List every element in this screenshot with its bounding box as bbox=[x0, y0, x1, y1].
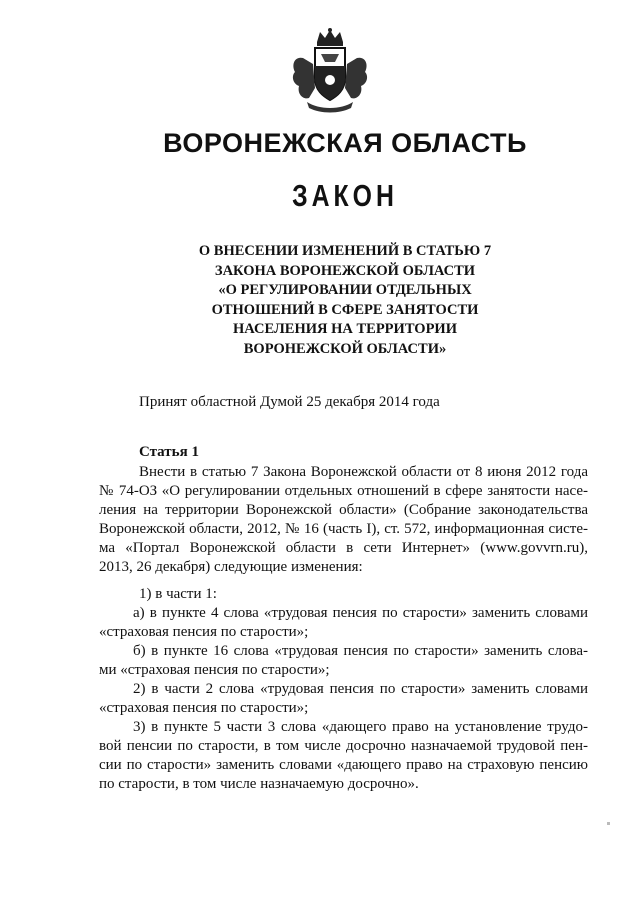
law-subject-line: О ВНЕСЕНИИ ИЗМЕНЕНИЙ В СТАТЬЮ 7 bbox=[198, 243, 492, 259]
list-item-line: «страховая пенсия по старости»; bbox=[99, 700, 309, 716]
list-item-line: вой пенсии по старости, в том числе досрочно назначаемой трудовой пен- bbox=[99, 738, 588, 754]
law-subject-line: «О РЕГУЛИРОВАНИИ ОТДЕЛЬНЫХ bbox=[218, 282, 472, 298]
law-subject-line: НАСЕЛЕНИЯ НА ТЕРРИТОРИИ bbox=[233, 321, 457, 337]
list-item-line: 3) в пункте 5 части 3 слова «дающего право на установление трудо- bbox=[133, 719, 588, 735]
scan-artifact-dot bbox=[607, 822, 610, 825]
adoption-date-text: Принят областной Думой 25 декабря 2014 года bbox=[139, 394, 440, 410]
article-heading: Статья 1 bbox=[139, 444, 199, 460]
law-subject-title bbox=[160, 242, 530, 359]
paragraph-line: Воронежской области, 2012, № 16 (часть I), ст. 572, информационная систе- bbox=[99, 521, 588, 537]
paragraph-line: ления на территории Воронежской области» (Собрание законодательства bbox=[99, 502, 588, 518]
voronezh-coat-of-arms-icon bbox=[285, 28, 375, 116]
region-title: ВОРОНЕЖСКАЯ ОБЛАСТЬ bbox=[163, 128, 527, 158]
list-item-line: ми «страховая пенсия по старости»; bbox=[99, 662, 330, 678]
list-item-line: «страховая пенсия по старости»; bbox=[99, 624, 309, 640]
paragraph-line: Внести в статью 7 Закона Воронежской области от 8 июня 2012 года bbox=[139, 464, 588, 480]
list-item-line: а) в пункте 4 слова «трудовая пенсия по старости» заменить словами bbox=[133, 605, 588, 621]
law-subject-line: ЗАКОНА ВОРОНЕЖСКОЙ ОБЛАСТИ bbox=[214, 262, 476, 279]
list-item-line: 2) в части 2 слова «трудовая пенсия по старости» заменить словами bbox=[133, 681, 588, 697]
list-item-line: сии по старости» заменить словами «дающего право на страховую пенсию bbox=[99, 757, 588, 773]
law-subject-line: ОТНОШЕНИЙ В СФЕРЕ ЗАНЯТОСТИ bbox=[211, 301, 479, 318]
document-type-title: ЗАКОН bbox=[292, 178, 398, 213]
article-intro-paragraph bbox=[99, 463, 588, 577]
paragraph-line: ма «Портал Воронежской области в сети Интернет» (www.govvrn.ru), bbox=[99, 540, 588, 556]
list-item-line: б) в пункте 16 слова «трудовая пенсия по старости» заменить слова- bbox=[133, 643, 588, 659]
law-subject-line: ВОРОНЕЖСКОЙ ОБЛАСТИ» bbox=[243, 340, 447, 357]
paragraph-line: № 74-ОЗ «О регулировании отдельных отношений в сфере занятости насе- bbox=[99, 483, 588, 499]
list-item-line: 1) в части 1: bbox=[139, 586, 217, 602]
article-items-list bbox=[99, 585, 588, 794]
list-item-line: по старости, в том числе назначаемую досрочно». bbox=[99, 776, 419, 792]
paragraph-line: 2013, 26 декабря) следующие изменения: bbox=[99, 559, 363, 575]
